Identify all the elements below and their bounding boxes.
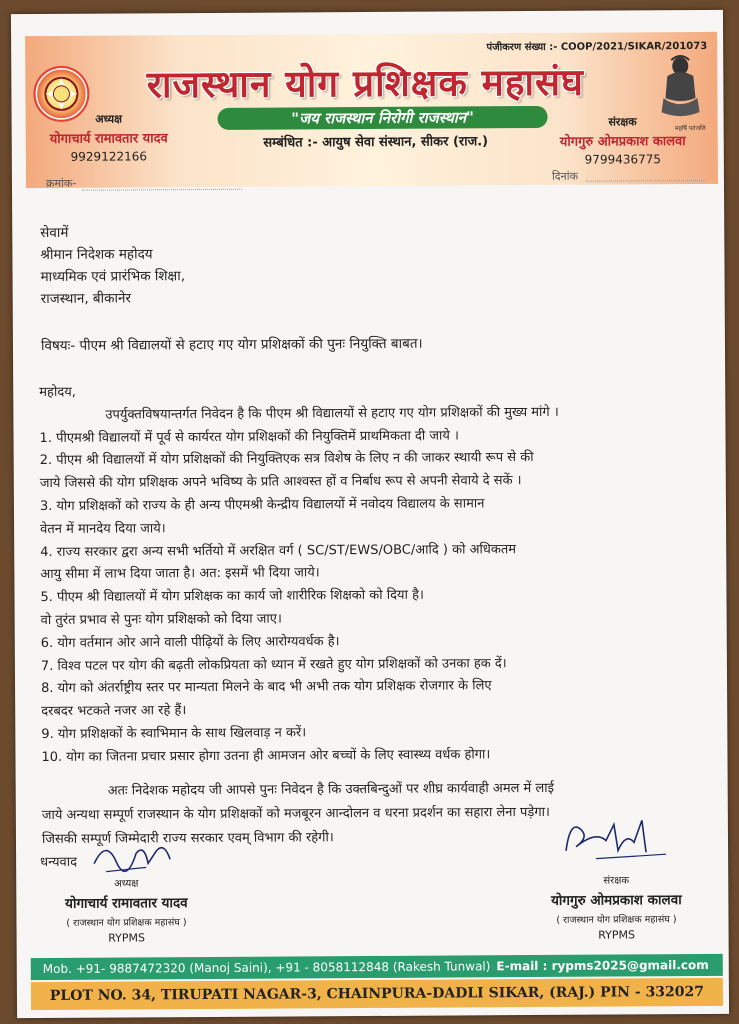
letter-page [11, 10, 729, 1018]
demand-line: 2. पीएम श्री विद्यालयों में योग प्रशिक्षकों की नियुक्तिएक सत्र विशेष के लिए न की जाकर स्थायी रूप से की [39, 450, 534, 469]
demand-line: वेतन में मानदेय दिया जाये। [40, 521, 166, 537]
reference-number-label: क्रमांक- [45, 176, 77, 190]
patron-signature-block [516, 872, 716, 942]
demand-line: 4. राज्य सरकार द्वरा अन्य सभी भर्तियो में अरक्षित वर्ग ( SC/ST/EWS/OBC/आदि ) को अधिकतम [40, 541, 517, 560]
demand-line: 8. योग को अंतर्राष्ट्रीय स्तर पर मान्यता मिलने के बाद भी अभी तक योग प्रशिक्षक रोजगार के लिए [41, 678, 492, 697]
patron-phone: 9799436775 [584, 152, 662, 167]
signatory-abbreviation: RYPMS [598, 928, 635, 942]
address-line: सेवामें [40, 224, 69, 242]
email-address: E-mail : rypms2025@gmail.com [496, 957, 709, 974]
patron-block [538, 114, 708, 167]
demand-line: 9. योग प्रशिक्षकों के स्वाभिमान के साथ खिलवाड़ न करें। [41, 725, 307, 742]
postal-address-bar: PLOT NO. 34, TIRUPATI NAGAR-3, CHAINPURA-DADLI SIKAR, (RAJ.) PIN - 332027 [31, 978, 723, 1010]
demand-line: 5. पीएम श्री विद्यालयों में योग प्रशिक्षक का कार्य जो शारीरिक शिक्षको को दिया है। [40, 587, 424, 606]
letter-body [39, 378, 721, 770]
recipient-address [40, 221, 185, 310]
address-line: राजस्थान, बीकानेर [40, 290, 132, 308]
intro-paragraph: उपर्युक्तविषयान्तर्गत निवेदन है कि पीएम श्री विद्यालयों से हटाए गए योग प्रशिक्षकों की मुख्य मांगे । [105, 404, 559, 423]
signatory-abbreviation: RYPMS [108, 931, 145, 945]
patron-role: संरक्षक [608, 115, 637, 129]
demand-line: 6. योग वर्तमान ओर आने वाली पीढ़ियों के लिए आरोग्यवर्धक है। [40, 633, 340, 651]
address-line: श्रीमान निदेशक महोदय [40, 246, 153, 264]
demand-line: वो तुरंत प्रभाव से पुनः योग प्रशिक्षको को दिया जाए। [40, 611, 282, 628]
patron-name: योगगुरु ओमप्रकाश कालवा [559, 134, 686, 150]
thanks-text: धन्यवाद [40, 854, 78, 871]
demand-line: जाये जिससे की योग प्रशिक्षक अपने भविष्य के प्रति आश्वस्त हों व निर्बाध रूप से अपनी सेवाये दे सकें । [39, 473, 522, 492]
signatory-role: अध्यक्ष [114, 878, 139, 890]
president-signature-block [36, 875, 216, 945]
president-phone: 9929122166 [70, 149, 148, 164]
logo-caption: महर्षि पतंजलि [675, 124, 706, 133]
demand-line: दरबदर भटकते नजर आ रहे हैं। [41, 703, 187, 720]
signatory-name: योगाचार्य रामावतार यादव [65, 895, 188, 912]
reference-number-line [82, 189, 242, 191]
closing-line: जाये अन्यथा सम्पूर्ण राजस्थान के योग प्रशिक्षकों को मजबूरन आन्दोलन व धरना प्रदर्शन का सहारा लेना पड़ेगा। [41, 804, 550, 824]
president-name: योगाचार्य रामावतार यादव [49, 131, 168, 147]
slogan-banner: "जय राजस्थान निरोगी राजस्थान" [218, 106, 548, 130]
closing-line: जिसकी सम्पूर्ण जिम्मेदारी राज्य सरकार एवम् विभाग की रहेगी। [41, 830, 334, 848]
demand-line: 1. पीएमश्री विद्यालयों में पूर्व से कार्यरत योग प्रशिक्षकों की नियुक्तिमें प्राथमिकता दी जाये । [39, 428, 460, 446]
contact-bar [31, 954, 723, 980]
president-role: अध्यक्ष [95, 112, 123, 126]
signatory-role: संरक्षक [603, 875, 630, 887]
registration-number: पंजीकरण संख्या :- COOP/2021/SIKAR/201073 [486, 40, 708, 54]
affiliation-text: सम्बंधित :- आयुष सेवा संस्थान, सीकर (राज.) [263, 134, 489, 151]
demand-line: आयु सीमा में लाभ दिया जाता है। अत: इसमें भी दिया जाये। [40, 565, 320, 583]
salutation: महोदय, [39, 384, 76, 401]
letterhead [25, 32, 718, 188]
patron-signature-icon [556, 810, 676, 871]
phone-contacts: Mob. +91- 9887472320 (Manoj Saini), +91 - 8058112848 (Rakesh Tunwal) [42, 959, 491, 977]
closing-line: अतः निदेशक महोदय जी आपसे पुनः निवेदन है कि उक्तबिन्दुओं पर शीघ्र कार्यवाही अमल में लाई [107, 780, 555, 799]
demand-line: 7. विश्व पटल पर योग की बढ़ती लोकप्रियता को ध्यान में रखते हुए योग प्रशिक्षकों को उनका हक दें। [40, 655, 507, 674]
date-label: दिनांक [551, 169, 579, 183]
address-line: माध्यमिक एवं प्रारंभिक शिक्षा, [40, 268, 186, 286]
president-block [34, 111, 184, 164]
signatory-name: योगगुरु ओमप्रकाश कालवा [550, 892, 682, 909]
organisation-title: राजस्थान योग प्रशिक्षक महासंघ [146, 59, 585, 107]
demand-line: 10. योग का जितना प्रचार प्रसार होगा उतना ही आमजन ओर बच्चों के लिए स्वास्थ्य वर्धक होगा। [41, 747, 491, 765]
signatory-organisation: ( राजस्थान योग प्रशिक्षक महासंघ ) [66, 917, 187, 929]
demand-line: 3. योग प्रशिक्षकों को राज्य के ही अन्य पीएमश्री केन्द्रीय विद्यालयों में नवोदय विद्यालय के सामान [39, 496, 485, 515]
signatory-organisation: ( राजस्थान योग प्रशिक्षक महासंघ ) [556, 914, 677, 926]
subject-line: विषयः- पीएम श्री विद्यालयों से हटाए गए योग प्रशिक्षकों की पुनः नियुक्ति बाबत। [40, 335, 423, 355]
